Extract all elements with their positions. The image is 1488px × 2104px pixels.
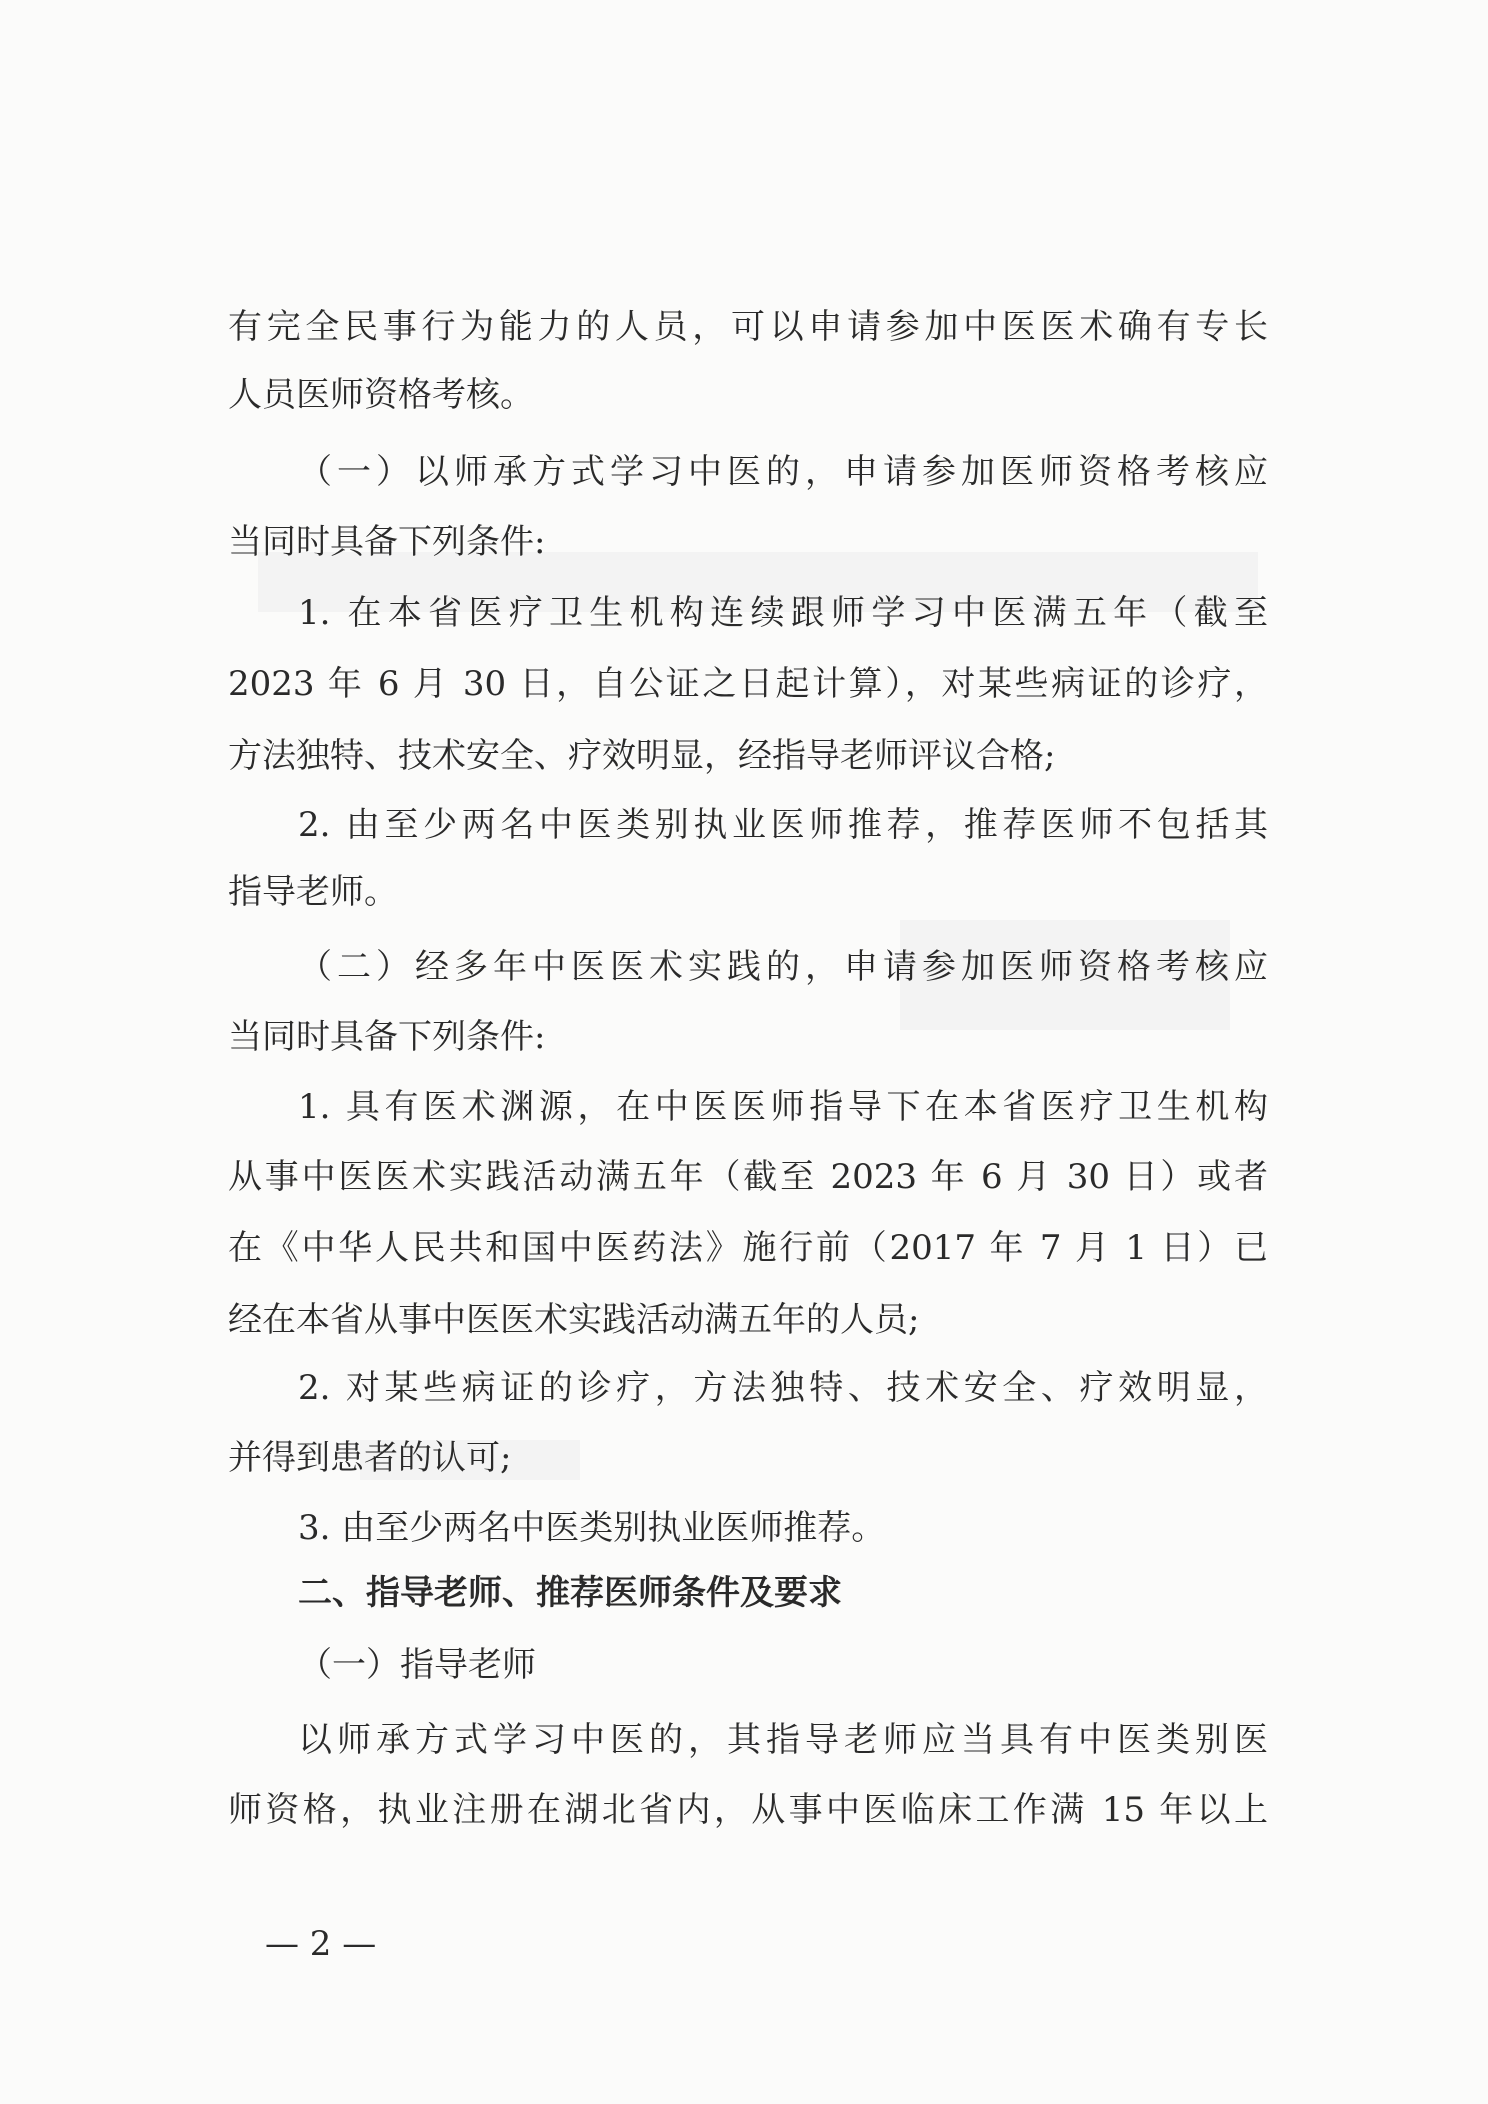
body-line: 从事中医医术实践活动满五年（截至 2023 年 6 月 30 日）或者 [228,1157,1268,1197]
body-line: 1. 在本省医疗卫生机构连续跟师学习中医满五年（截至 [298,593,1268,633]
body-line: 经在本省从事中医医术实践活动满五年的人员; [228,1300,920,1340]
body-line: 2023 年 6 月 30 日，自公证之日起计算），对某些病证的诊疗， [228,664,1268,704]
body-line: 并得到患者的认可; [228,1438,512,1478]
body-line: 有完全民事行为能力的人员，可以申请参加中医医术确有专长 [228,307,1268,347]
body-line: 1. 具有医术渊源，在中医医师指导下在本省医疗卫生机构 [298,1087,1268,1127]
body-line: （二）经多年中医医术实践的，申请参加医师资格考核应 [298,947,1268,987]
body-line: 人员医师资格考核。 [228,375,534,415]
body-line: 2. 对某些病证的诊疗，方法独特、技术安全、疗效明显， [298,1368,1268,1408]
body-line: 当同时具备下列条件: [228,522,546,562]
page-number: — 2 — [265,1924,377,1964]
body-line: 指导老师。 [228,872,398,912]
body-line: 以师承方式学习中医的，其指导老师应当具有中医类别医 [298,1720,1268,1760]
body-line: 3. 由至少两名中医类别执业医师推荐。 [298,1508,886,1548]
section-heading: 二、指导老师、推荐医师条件及要求 [298,1573,842,1613]
body-line: （一）以师承方式学习中医的，申请参加医师资格考核应 [298,452,1268,492]
body-line: 2. 由至少两名中医类别执业医师推荐，推荐医师不包括其 [298,805,1268,845]
body-line: 在《中华人民共和国中医药法》施行前（2017 年 7 月 1 日）已 [228,1228,1268,1268]
body-line: 当同时具备下列条件: [228,1017,546,1057]
body-line: 师资格，执业注册在湖北省内，从事中医临床工作满 15 年以上 [228,1790,1268,1830]
body-line: 方法独特、技术安全、疗效明显，经指导老师评议合格; [228,736,1056,776]
subsection-heading: （一）指导老师 [298,1645,536,1685]
